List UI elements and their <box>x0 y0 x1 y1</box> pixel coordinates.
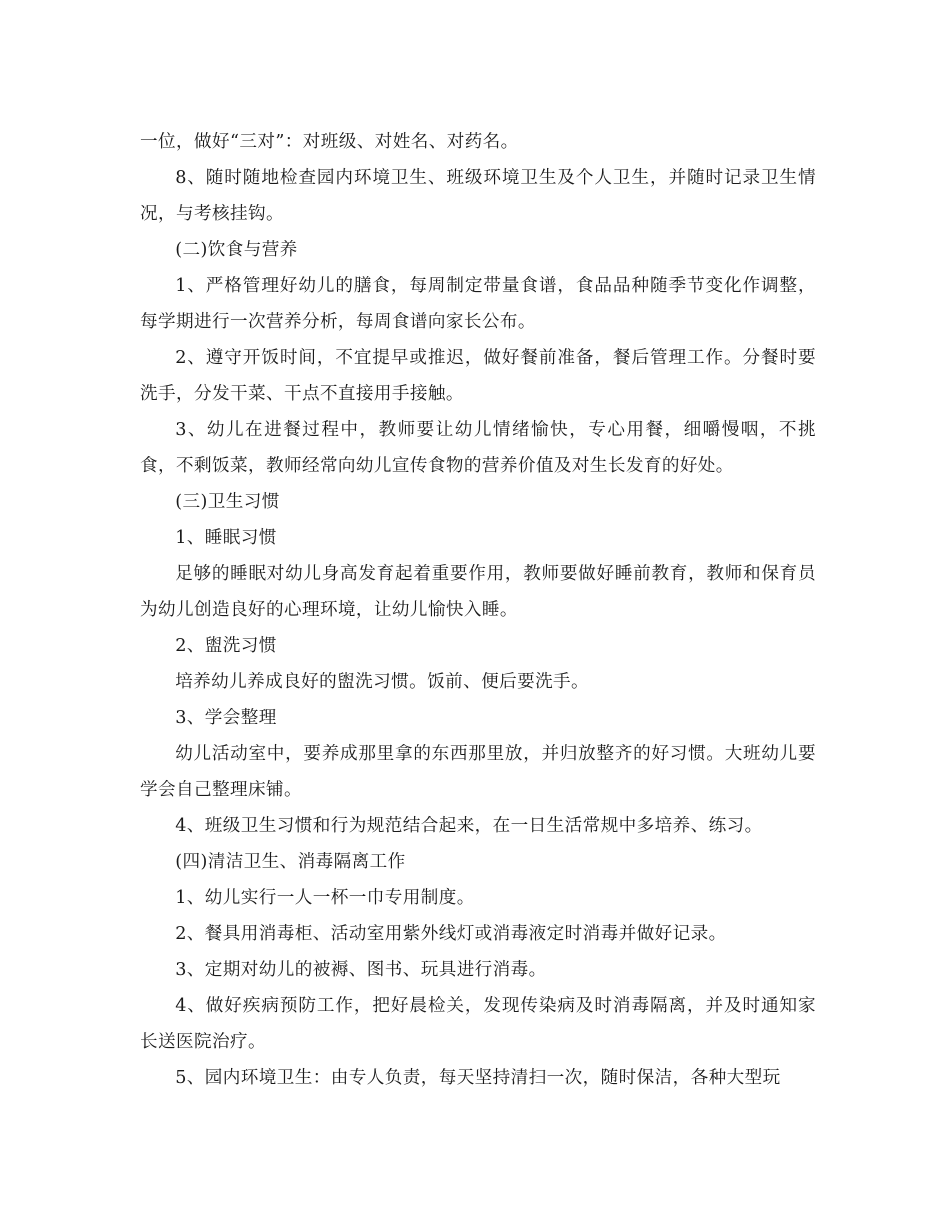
paragraph: 足够的睡眠对幼儿身高发育起着重要作用，教师要做好睡前教育，教师和保育员为幼儿创造良好的心理环境，让幼儿愉快入睡。 <box>140 564 816 620</box>
section-heading: (二)饮食与营养 <box>175 240 298 260</box>
paragraph: 2、遵守开饭时间，不宜提早或推迟，做好餐前准备，餐后管理工作。分餐时要洗手，分发干菜、干点不直接用手接触。 <box>140 348 816 404</box>
paragraph: 培养幼儿养成良好的盥洗习惯。饭前、便后要洗手。 <box>175 672 590 692</box>
paragraph: 3、定期对幼儿的被褥、图书、玩具进行消毒。 <box>175 960 547 980</box>
paragraph: 1、幼儿实行一人一杯一巾专用制度。 <box>175 888 475 908</box>
paragraph: 5、园内环境卫生：由专人负责，每天坚持清扫一次，随时保洁，各种大型玩 <box>175 1068 781 1088</box>
subheading: 2、盥洗习惯 <box>175 636 277 656</box>
paragraph: 4、班级卫生习惯和行为规范结合起来，在一日生活常规中多培养、练习。 <box>175 816 763 836</box>
paragraph: 一位，做好“三对”：对班级、对姓名、对药名。 <box>140 132 519 152</box>
paragraph: 3、幼儿在进餐过程中，教师要让幼儿情绪愉快，专心用餐，细嚼慢咽，不挑食，不剩饭菜，教师经常向幼儿宣传食物的营养价值及对生长发育的好处。 <box>140 420 816 476</box>
subheading: 1、睡眠习惯 <box>175 528 277 548</box>
paragraph: 8、随时随地检查园内环境卫生、班级环境卫生及个人卫生，并随时记录卫生情况，与考核挂钩。 <box>140 168 816 224</box>
paragraph: 1、严格管理好幼儿的膳食，每周制定带量食谱，食品品种随季节变化作调整，每学期进行一次营养分析，每周食谱向家长公布。 <box>140 276 816 332</box>
paragraph: 幼儿活动室中，要养成那里拿的东西那里放，并归放整齐的好习惯。大班幼儿要学会自己整理床铺。 <box>140 744 816 800</box>
section-heading: (四)清洁卫生、消毒隔离工作 <box>175 852 406 872</box>
section-heading: (三)卫生习惯 <box>175 492 280 512</box>
subheading: 3、学会整理 <box>175 708 277 728</box>
document-body <box>140 124 816 1096</box>
paragraph: 4、做好疾病预防工作，把好晨检关，发现传染病及时消毒隔离，并及时通知家长送医院治疗。 <box>140 996 816 1052</box>
paragraph: 2、餐具用消毒柜、活动室用紫外线灯或消毒液定时消毒并做好记录。 <box>175 924 727 944</box>
